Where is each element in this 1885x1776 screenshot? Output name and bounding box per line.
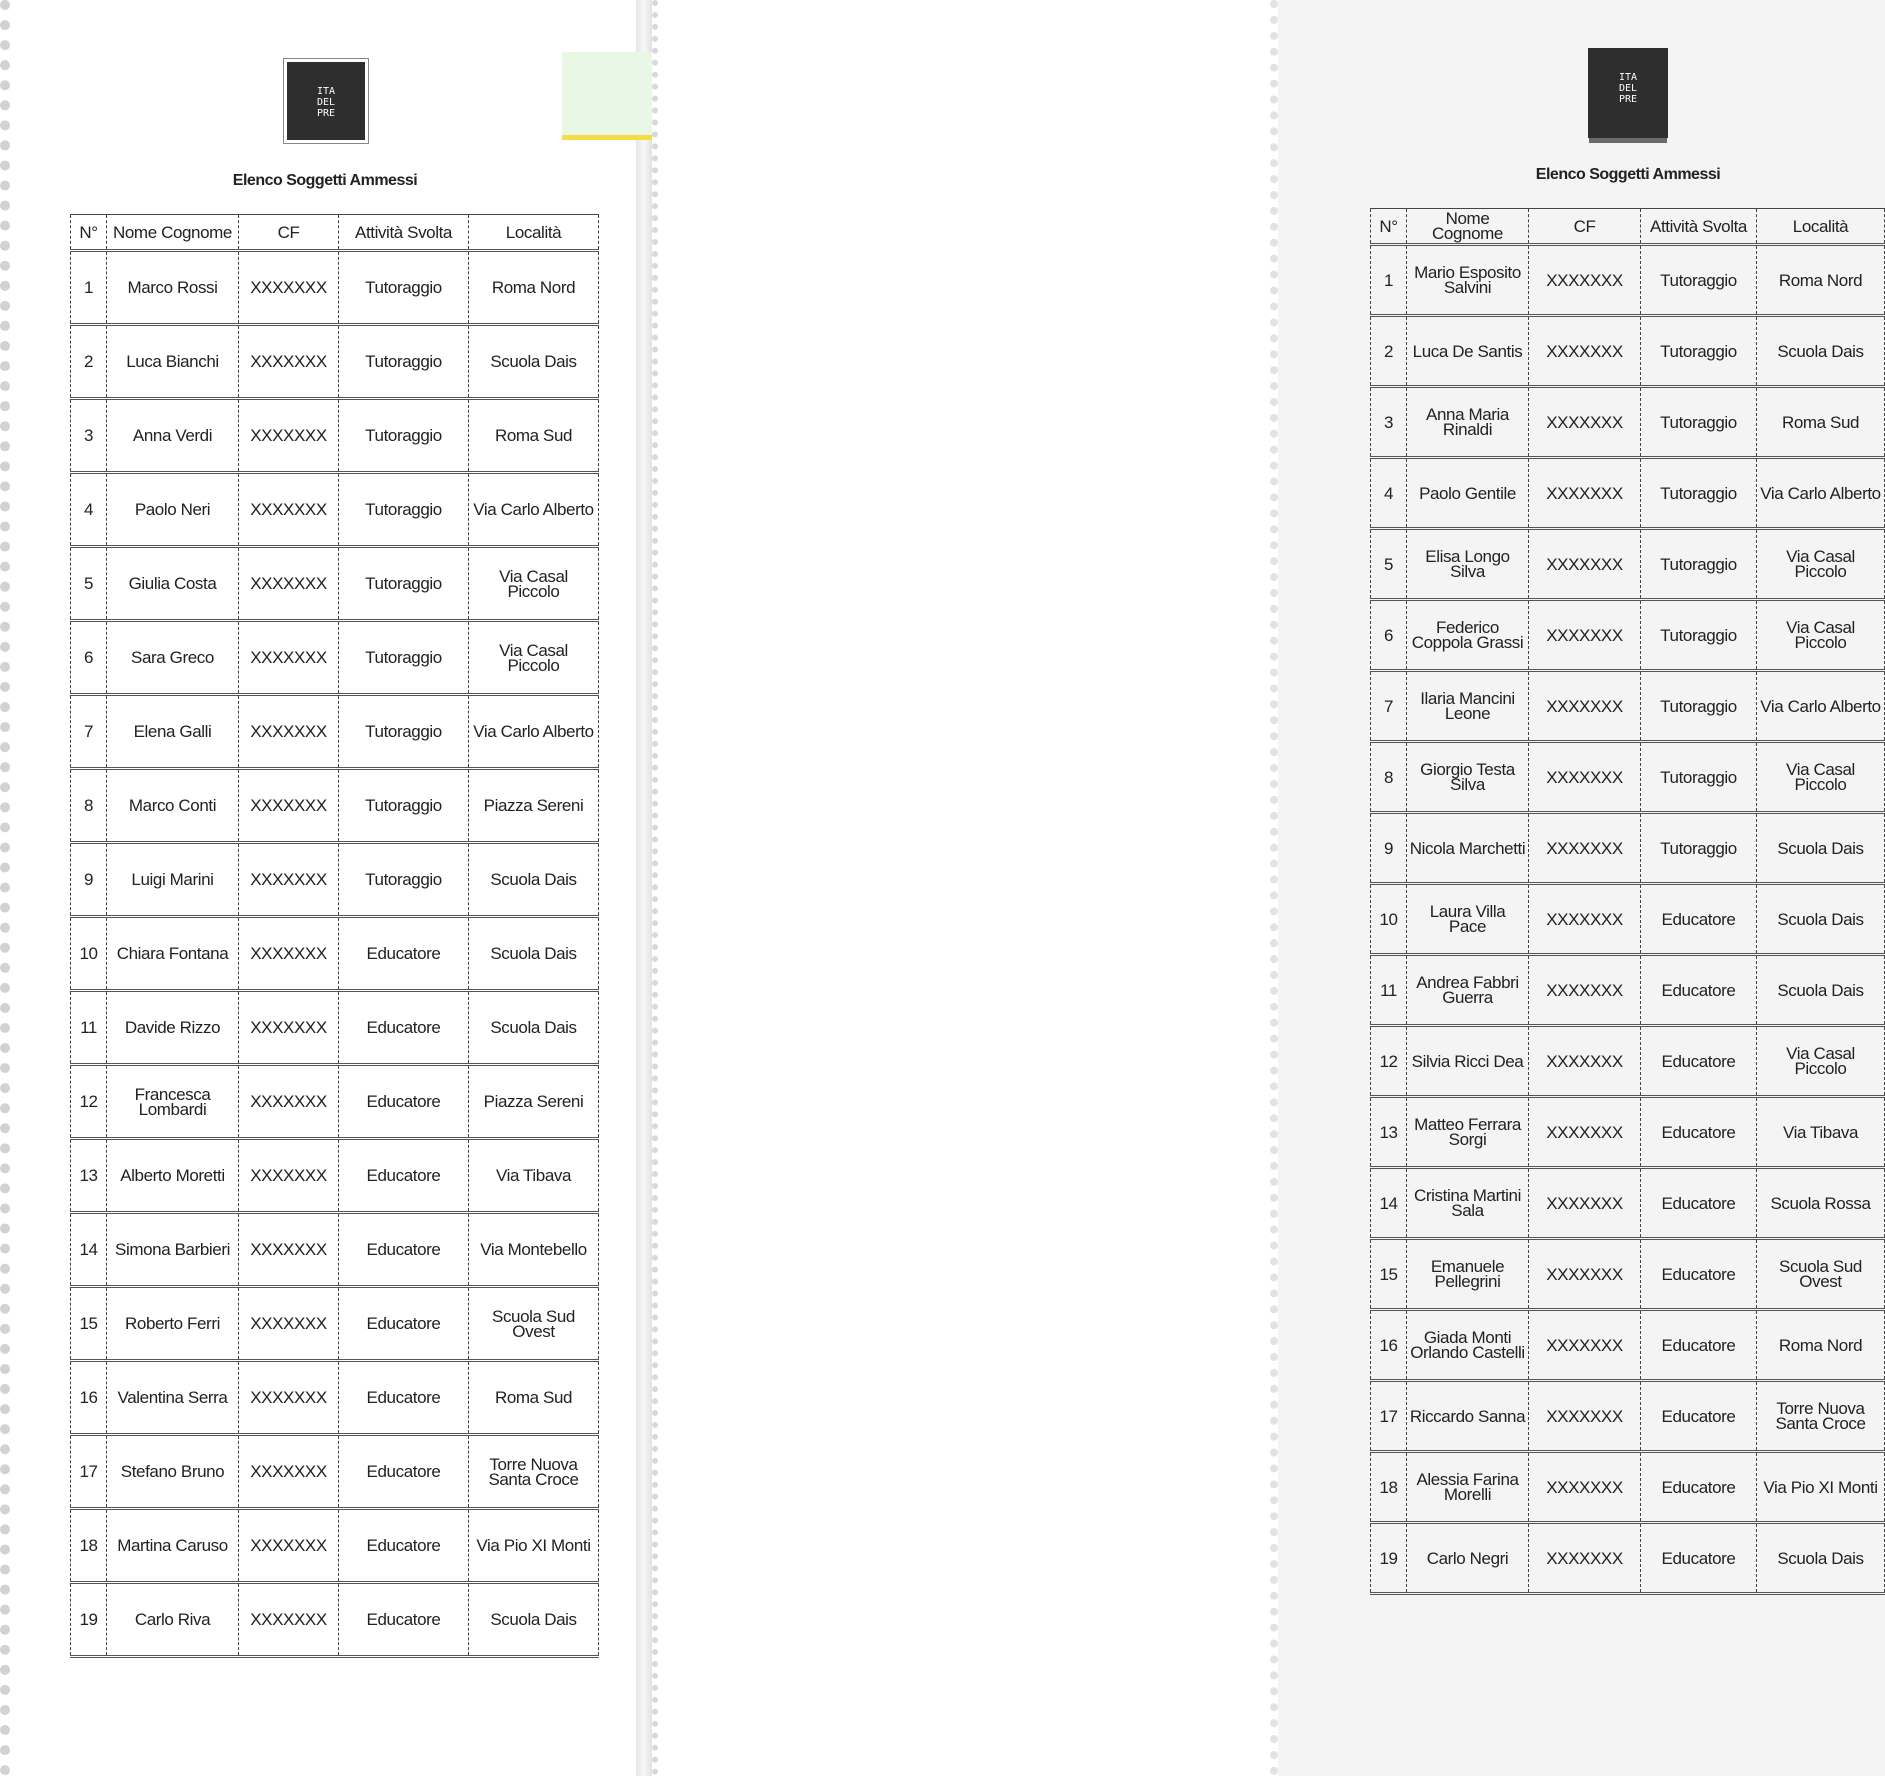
activity: Tutoraggio [1641,458,1757,529]
tax-code: XXXXXXX [239,1065,339,1139]
location: Roma Nord [1757,1310,1885,1381]
location: Roma Sud [1757,387,1885,458]
location: Scuola Dais [469,843,599,917]
table-row [71,917,599,991]
person-name: Carlo Riva [107,1583,239,1657]
tax-code: XXXXXXX [1529,1097,1641,1168]
table-row [71,1139,599,1213]
location: Scuola Dais [469,917,599,991]
location: Torre Nuova Santa Croce [469,1435,599,1509]
tax-code: XXXXXXX [239,695,339,769]
table-row [1371,600,1885,671]
tax-code: XXXXXXX [239,1509,339,1583]
person-name: Luca De Santis [1407,316,1529,387]
activity: Educatore [339,991,469,1065]
location: Scuola Dais [469,325,599,399]
location: Roma Sud [469,399,599,473]
location: Scuola Dais [1757,955,1885,1026]
header-number: N° [1371,209,1407,245]
activity: Tutoraggio [1641,600,1757,671]
row-number: 6 [71,621,107,695]
row-number: 9 [1371,813,1407,884]
tax-code: XXXXXXX [239,547,339,621]
table-row [71,1583,599,1657]
location: Scuola Dais [1757,813,1885,884]
location: Via Carlo Alberto [469,473,599,547]
person-name: Luigi Marini [107,843,239,917]
person-name: Ilaria Mancini Leone [1407,671,1529,742]
tax-code: XXXXXXX [1529,742,1641,813]
table-row [71,399,599,473]
activity: Educatore [1641,1452,1757,1523]
location: Scuola Dais [469,991,599,1065]
tax-code: XXXXXXX [1529,884,1641,955]
table-row [1371,1310,1885,1381]
person-name: Federico Coppola Grassi [1407,600,1529,671]
person-name: Stefano Bruno [107,1435,239,1509]
table-row [1371,671,1885,742]
person-name: Marco Conti [107,769,239,843]
row-number: 3 [1371,387,1407,458]
location: Via Tibava [469,1139,599,1213]
tax-code: XXXXXXX [1529,1026,1641,1097]
row-number: 16 [1371,1310,1407,1381]
location: Scuola Sud Ovest [469,1287,599,1361]
person-name: Luca Bianchi [107,325,239,399]
tax-code: XXXXXXX [1529,671,1641,742]
location: Via Carlo Alberto [1757,458,1885,529]
location: Roma Nord [469,251,599,325]
table-row [71,1361,599,1435]
location: Scuola Rossa [1757,1168,1885,1239]
row-number: 7 [71,695,107,769]
location: Via Casal Piccolo [1757,1026,1885,1097]
activity: Tutoraggio [1641,671,1757,742]
row-number: 2 [1371,316,1407,387]
activity: Tutoraggio [1641,316,1757,387]
row-number: 16 [71,1361,107,1435]
location: Piazza Sereni [469,769,599,843]
row-number: 2 [71,325,107,399]
table-body [71,251,599,1657]
activity: Tutoraggio [339,843,469,917]
tax-code: XXXXXXX [1529,1381,1641,1452]
table-row [71,325,599,399]
table-row [1371,955,1885,1026]
person-name: Elena Galli [107,695,239,769]
activity: Tutoraggio [1641,742,1757,813]
row-number: 10 [71,917,107,991]
person-name: Alessia Farina Morelli [1407,1452,1529,1523]
tax-code: XXXXXXX [1529,245,1641,316]
tax-code: XXXXXXX [1529,955,1641,1026]
table-row [1371,1168,1885,1239]
list-title: Elenco Soggetti Ammessi [232,172,418,189]
row-number: 3 [71,399,107,473]
person-name: Roberto Ferri [107,1287,239,1361]
location: Scuola Sud Ovest [1757,1239,1885,1310]
location: Via Casal Piccolo [1757,742,1885,813]
tax-code: XXXXXXX [239,991,339,1065]
tax-code: XXXXXXX [239,399,339,473]
activity: Educatore [339,1139,469,1213]
activity: Tutoraggio [339,695,469,769]
activity: Tutoraggio [1641,387,1757,458]
activity: Educatore [1641,1381,1757,1452]
person-name: Carlo Negri [1407,1523,1529,1594]
activity: Tutoraggio [1641,245,1757,316]
row-number: 17 [1371,1381,1407,1452]
table-row [1371,458,1885,529]
activity: Educatore [339,1287,469,1361]
tax-code: XXXXXXX [239,1583,339,1657]
header-activity: Attività Svolta [339,215,469,251]
person-name: Sara Greco [107,621,239,695]
row-number: 1 [1371,245,1407,316]
person-name: Cristina Martini Sala [1407,1168,1529,1239]
tax-code: XXXXXXX [239,1435,339,1509]
table-row [71,991,599,1065]
person-name: Giada Monti Orlando Castelli [1407,1310,1529,1381]
row-number: 6 [1371,600,1407,671]
activity: Tutoraggio [339,621,469,695]
activity: Educatore [1641,1097,1757,1168]
person-name: Nicola Marchetti [1407,813,1529,884]
row-number: 12 [71,1065,107,1139]
table-row [1371,884,1885,955]
person-name: Chiara Fontana [107,917,239,991]
location: Roma Nord [1757,245,1885,316]
table-row [1371,245,1885,316]
row-number: 11 [71,991,107,1065]
activity: Educatore [1641,1310,1757,1381]
table-row [1371,1523,1885,1594]
activity: Tutoraggio [339,769,469,843]
activity: Tutoraggio [1641,813,1757,884]
tax-code: XXXXXXX [1529,387,1641,458]
table-row [1371,813,1885,884]
row-number: 12 [1371,1026,1407,1097]
tax-code: XXXXXXX [239,251,339,325]
tax-code: XXXXXXX [1529,1452,1641,1523]
tax-code: XXXXXXX [1529,600,1641,671]
row-number: 13 [1371,1097,1407,1168]
table-row [71,621,599,695]
tax-code: XXXXXXX [239,843,339,917]
tax-code: XXXXXXX [1529,316,1641,387]
person-name: Simona Barbieri [107,1213,239,1287]
row-number: 19 [1371,1523,1407,1594]
person-name: Giorgio Testa Silva [1407,742,1529,813]
activity: Educatore [1641,955,1757,1026]
row-number: 1 [71,251,107,325]
row-number: 18 [71,1509,107,1583]
header-cf: CF [239,215,339,251]
location: Via Montebello [469,1213,599,1287]
activity: Educatore [339,1583,469,1657]
person-name: Paolo Neri [107,473,239,547]
person-name: Emanuele Pellegrini [1407,1239,1529,1310]
person-name: Andrea Fabbri Guerra [1407,955,1529,1026]
row-number: 11 [1371,955,1407,1026]
person-name: Anna Maria Rinaldi [1407,387,1529,458]
activity: Tutoraggio [339,325,469,399]
header-name: Nome Cognome [107,215,239,251]
person-name: Elisa Longo Silva [1407,529,1529,600]
header-location: Località [469,215,599,251]
tax-code: XXXXXXX [239,1361,339,1435]
page-gutter [636,0,652,1776]
row-number: 4 [1371,458,1407,529]
header-name: Nome Cognome [1407,209,1529,245]
row-number: 17 [71,1435,107,1509]
tax-code: XXXXXXX [239,473,339,547]
person-name: Marco Rossi [107,251,239,325]
row-number: 9 [71,843,107,917]
activity: Tutoraggio [339,251,469,325]
location: Via Casal Piccolo [1757,529,1885,600]
activity: Educatore [339,1065,469,1139]
person-name: Paolo Gentile [1407,458,1529,529]
row-number: 7 [1371,671,1407,742]
person-name: Silvia Ricci Dea [1407,1026,1529,1097]
admitted-list-table [1370,208,1885,1595]
row-number: 15 [1371,1239,1407,1310]
tax-code: XXXXXXX [239,1139,339,1213]
table-row [1371,1239,1885,1310]
activity: Educatore [339,917,469,991]
person-name: Davide Rizzo [107,991,239,1065]
left-page [0,0,636,1776]
location: Via Tibava [1757,1097,1885,1168]
list-title: Elenco Soggetti Ammessi [1535,166,1721,183]
table-row [71,1287,599,1361]
table-body [1371,245,1885,1594]
header-activity: Attività Svolta [1641,209,1757,245]
location: Roma Sud [469,1361,599,1435]
table-header-row [71,215,599,251]
person-name: Riccardo Sanna [1407,1381,1529,1452]
table-row [1371,316,1885,387]
tax-code: XXXXXXX [239,325,339,399]
header-location: Località [1757,209,1885,245]
table-row [71,769,599,843]
location: Scuola Dais [469,1583,599,1657]
activity: Educatore [1641,884,1757,955]
row-number: 13 [71,1139,107,1213]
emblem-logo: ITA DEL PRE [287,62,365,140]
tax-code: XXXXXXX [239,1287,339,1361]
row-number: 5 [71,547,107,621]
location: Via Casal Piccolo [469,547,599,621]
person-name: Matteo Ferrara Sorgi [1407,1097,1529,1168]
tax-code: XXXXXXX [1529,529,1641,600]
emblem-logo: ITA DEL PRE [1588,48,1668,138]
person-name: Laura Villa Pace [1407,884,1529,955]
table-row [1371,387,1885,458]
table-row [71,1213,599,1287]
table-row [1371,1097,1885,1168]
row-number: 4 [71,473,107,547]
table-row [71,1065,599,1139]
table-row [71,843,599,917]
table-row [71,695,599,769]
table-row [71,251,599,325]
location: Scuola Dais [1757,1523,1885,1594]
table-row [1371,1452,1885,1523]
right-page [652,0,1881,1776]
row-number: 5 [1371,529,1407,600]
row-number: 19 [71,1583,107,1657]
person-name: Mario Esposito Salvini [1407,245,1529,316]
tax-code: XXXXXXX [239,917,339,991]
row-number: 14 [71,1213,107,1287]
person-name: Anna Verdi [107,399,239,473]
row-number: 8 [1371,742,1407,813]
header-cf: CF [1529,209,1641,245]
location: Via Carlo Alberto [1757,671,1885,742]
activity: Educatore [339,1435,469,1509]
table-header-row [1371,209,1885,245]
activity: Educatore [1641,1523,1757,1594]
tax-code: XXXXXXX [1529,1168,1641,1239]
person-name: Francesca Lombardi [107,1065,239,1139]
tax-code: XXXXXXX [1529,813,1641,884]
person-name: Martina Caruso [107,1509,239,1583]
table-row [71,1509,599,1583]
activity: Educatore [339,1361,469,1435]
row-number: 18 [1371,1452,1407,1523]
person-name: Valentina Serra [107,1361,239,1435]
activity: Educatore [1641,1026,1757,1097]
row-number: 10 [1371,884,1407,955]
activity: Educatore [1641,1168,1757,1239]
tax-code: XXXXXXX [1529,1239,1641,1310]
tax-code: XXXXXXX [1529,458,1641,529]
row-number: 8 [71,769,107,843]
person-name: Giulia Costa [107,547,239,621]
tax-code: XXXXXXX [239,621,339,695]
row-number: 15 [71,1287,107,1361]
location: Scuola Dais [1757,316,1885,387]
location: Via Pio XI Monti [1757,1452,1885,1523]
location: Torre Nuova Santa Croce [1757,1381,1885,1452]
activity: Tutoraggio [1641,529,1757,600]
tax-code: XXXXXXX [1529,1310,1641,1381]
table-row [1371,742,1885,813]
activity: Tutoraggio [339,547,469,621]
table-row [1371,529,1885,600]
table-row [71,473,599,547]
table-row [71,1435,599,1509]
row-number: 14 [1371,1168,1407,1239]
location: Piazza Sereni [469,1065,599,1139]
admitted-list-table [70,214,599,1658]
table-row [1371,1026,1885,1097]
activity: Tutoraggio [339,399,469,473]
header-number: N° [71,215,107,251]
table-row [1371,1381,1885,1452]
tax-code: XXXXXXX [239,769,339,843]
activity: Educatore [1641,1239,1757,1310]
location: Scuola Dais [1757,884,1885,955]
location: Via Casal Piccolo [469,621,599,695]
activity: Educatore [339,1213,469,1287]
person-name: Alberto Moretti [107,1139,239,1213]
location: Via Pio XI Monti [469,1509,599,1583]
location: Via Carlo Alberto [469,695,599,769]
activity: Tutoraggio [339,473,469,547]
activity: Educatore [339,1509,469,1583]
tax-code: XXXXXXX [239,1213,339,1287]
location: Via Casal Piccolo [1757,600,1885,671]
table-row [71,547,599,621]
tax-code: XXXXXXX [1529,1523,1641,1594]
